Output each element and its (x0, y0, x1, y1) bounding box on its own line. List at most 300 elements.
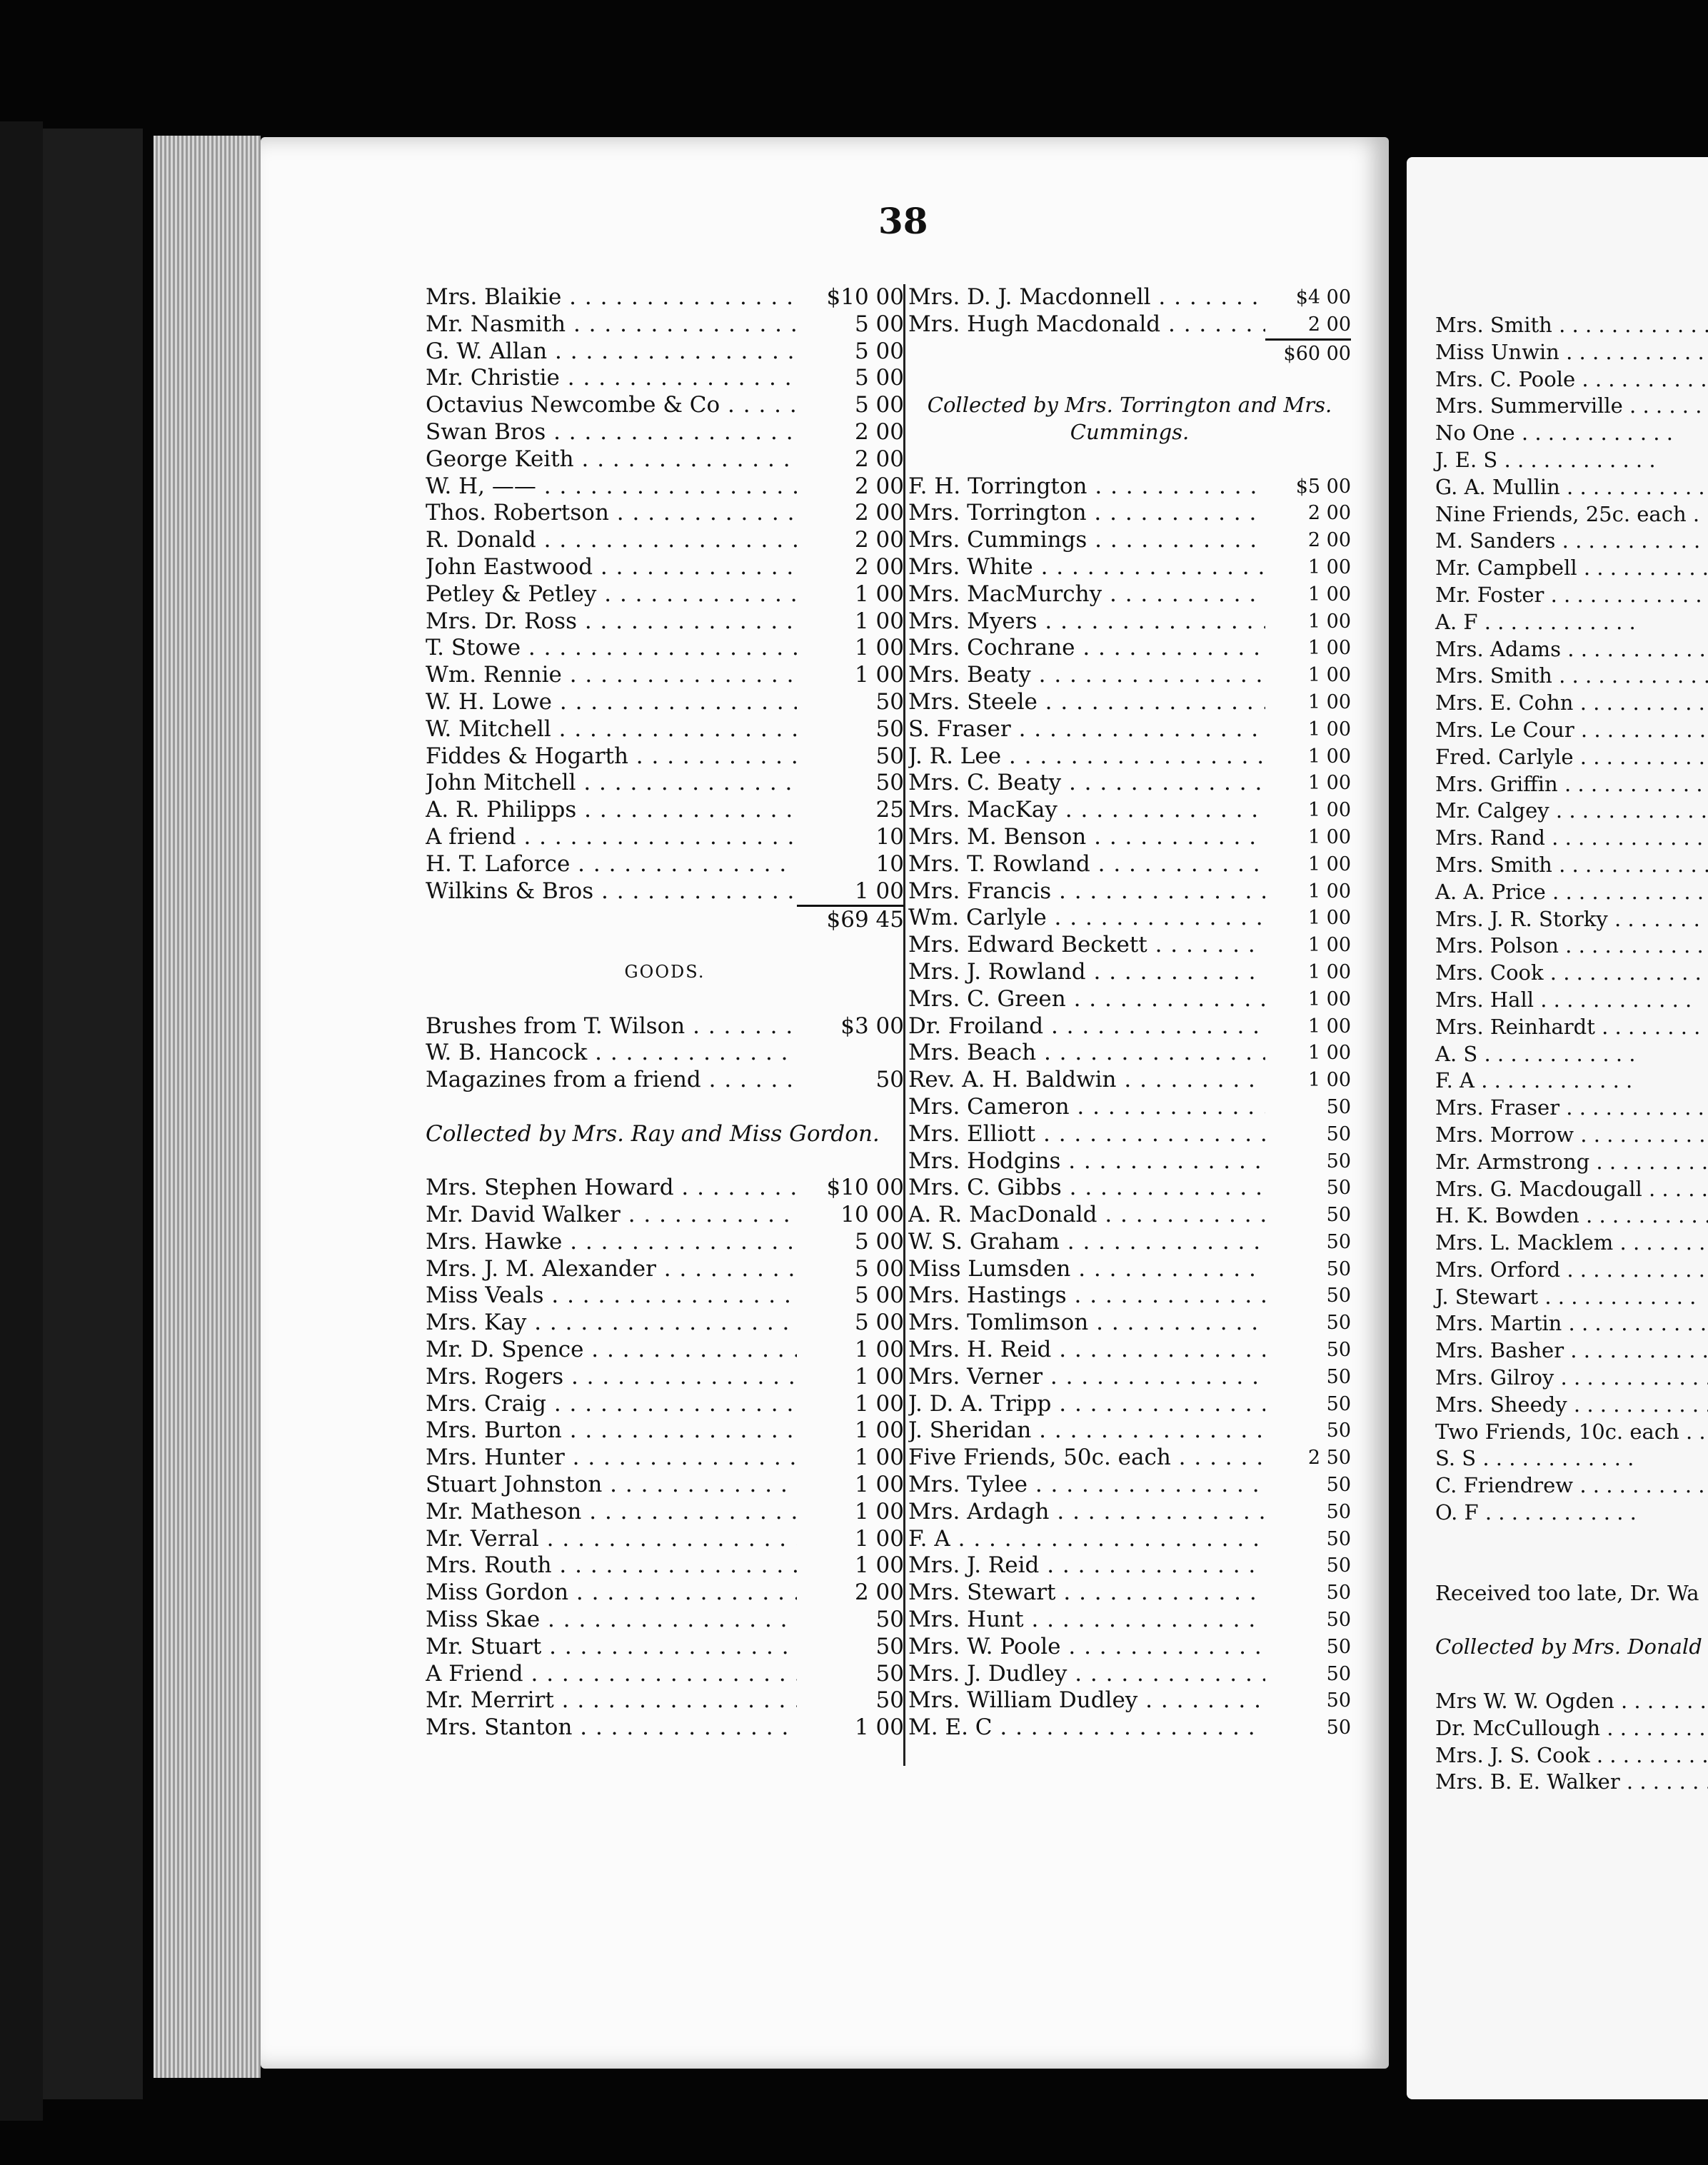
donor-row (908, 581, 1351, 608)
donor-row (908, 1175, 1351, 1202)
donor-row (426, 527, 904, 554)
donor-name: Mrs. Orford . . . (1435, 1257, 1708, 1284)
donor-amount: 1 00 (1307, 690, 1351, 713)
donor-name: Wm. Carlyle . . . (908, 905, 1265, 932)
donor-amount: 1 00 (854, 1390, 904, 1417)
left-total: $69 45 (797, 905, 904, 932)
donor-name: Mrs. Torrington . . . (908, 500, 1265, 527)
spacer (426, 986, 904, 1013)
donor-name: No One . . . (1435, 420, 1708, 447)
donor-row (426, 1391, 904, 1418)
donor-amount: 5 00 (854, 1310, 904, 1336)
donor-row (908, 716, 1351, 743)
donor-name: J. Stewart . . . (1435, 1284, 1708, 1311)
donor-row (908, 743, 1351, 770)
donor-name: Mrs. White . . . (908, 554, 1265, 581)
donor-name: Mrs. B. E. Walker . . . (1435, 1769, 1708, 1796)
donor-name: Miss Skae . . . (426, 1607, 797, 1634)
donor-name: Mrs. Francis . . . (908, 878, 1265, 905)
donor-row (908, 878, 1351, 905)
donor-name: A. F . . . (1435, 609, 1708, 636)
donor-name: Mrs. Tylee . . . (908, 1472, 1265, 1499)
late-note: Received too late, Dr. Wa (1435, 1580, 1699, 1605)
donor-amount: 1 00 (854, 662, 904, 688)
donor-name: Stuart Johnston . . . (426, 1472, 797, 1499)
spacer (426, 932, 904, 959)
donor-amount: 1 00 (1307, 772, 1351, 795)
donor-row (908, 959, 1351, 986)
donor-row (426, 1256, 904, 1283)
donor-amount: 50 (875, 1660, 904, 1687)
donor-amount: $10 00 (826, 1175, 904, 1201)
donor-name: Mrs. Edward Beckett . . . (908, 932, 1265, 959)
donor-name: Mrs. T. Rowland . . . (908, 851, 1265, 878)
donor-amount: 10 (875, 823, 904, 850)
donor-row (426, 1499, 904, 1526)
donor-name: Mrs. Kay . . . (426, 1310, 797, 1337)
donor-row (908, 1364, 1351, 1391)
donor-name: Mrs. Tomlimson . . . (908, 1310, 1265, 1337)
donor-amount: 50 (1326, 1582, 1351, 1604)
donor-row (426, 1472, 904, 1499)
donor-row (426, 419, 904, 446)
donor-name: Mrs. MacKay . . . (908, 797, 1265, 824)
donor-amount: 1 00 (854, 1525, 904, 1552)
donor-name: Mrs. Myers . . . (908, 608, 1265, 636)
donor-row (908, 1256, 1351, 1283)
donor-amount: 50 (1326, 1257, 1351, 1280)
donor-amount: 5 00 (854, 1228, 904, 1255)
donor-row (908, 824, 1351, 851)
donor-name: Mrs. Basher . . . (1435, 1337, 1708, 1365)
donor-name: Fiddes & Hogarth . . . (426, 743, 797, 770)
donor-row (426, 689, 904, 716)
donor-amount: 2 00 (1307, 529, 1351, 552)
donor-row (908, 1202, 1351, 1229)
donor-name: Mr. David Walker . . . (426, 1202, 797, 1229)
donor-row (426, 446, 904, 473)
donor-name: A. R. MacDonald . . . (908, 1202, 1265, 1229)
donor-row (908, 1121, 1351, 1148)
donor-name: Mr. Armstrong . . . (1435, 1149, 1708, 1176)
donor-amount: 2 00 (854, 1579, 904, 1606)
donor-name: Mrs. Rogers . . . (426, 1364, 797, 1391)
donor-amount: 50 (1326, 1230, 1351, 1253)
middle-total-row (908, 338, 1351, 366)
donor-name: Petley & Petley . . . (426, 581, 797, 608)
donor-name: Mrs. Gilroy . . . (1435, 1365, 1708, 1392)
donor-name: Mrs. Cummings . . . (908, 527, 1265, 554)
donor-name: Mrs. Dr. Ross . . . (426, 608, 797, 636)
donor-name: Mrs. Hodgins . . . (908, 1148, 1265, 1175)
donor-name: R. Donald . . . (426, 527, 797, 554)
donor-name: Mrs. Smith . . . (1435, 852, 1708, 879)
donor-amount: 1 00 (854, 1552, 904, 1579)
donor-name: W. Mitchell . . . (426, 716, 797, 743)
donor-name: W. H. Lowe . . . (426, 689, 797, 716)
donor-amount: $5 00 (1295, 475, 1351, 498)
donor-row (426, 473, 904, 501)
donor-row (426, 1445, 904, 1472)
donor-name: Brushes from T. Wilson . . . (426, 1013, 797, 1040)
donor-row (426, 1634, 904, 1661)
donor-amount: 2 00 (1307, 313, 1351, 336)
donor-name: Mr. Verral . . . (426, 1526, 797, 1553)
donor-row (908, 1634, 1351, 1661)
donor-amount: 1 00 (1307, 880, 1351, 903)
donor-name: S. Fraser . . . (908, 716, 1265, 743)
page-edges (154, 136, 261, 2078)
donor-amount: 1 00 (1307, 637, 1351, 660)
donor-name: Mrs. W. Poole . . . (908, 1634, 1265, 1661)
donor-name: Mrs. C. Beaty . . . (908, 770, 1265, 797)
donor-name: Mr. Campbell . . . (1435, 555, 1708, 582)
donor-name: Mrs. J. Reid . . . (908, 1552, 1265, 1579)
donor-name: Fred. Carlyle . . . (1435, 744, 1708, 771)
donor-row (426, 1282, 904, 1310)
donor-row (426, 500, 904, 527)
donor-name: Five Friends, 50c. each . . . (908, 1445, 1265, 1472)
donor-amount: 50 (1326, 1150, 1351, 1172)
donor-amount: 50 (1326, 1662, 1351, 1685)
donor-row (426, 581, 904, 608)
donor-amount: 1 00 (854, 1337, 904, 1363)
donor-name: S. S . . . (1435, 1445, 1708, 1472)
donor-name: Mrs. Blaikie . . . (426, 284, 797, 311)
donor-row (426, 770, 904, 797)
donor-amount: 2 00 (854, 553, 904, 580)
goods-list (426, 1013, 904, 1094)
spacer (426, 1148, 904, 1175)
donor-name: Mrs. Hunter . . . (426, 1445, 797, 1472)
middle-donor-list (908, 284, 1351, 338)
donor-row (908, 1417, 1351, 1445)
donor-name: J. E. S . . . (1435, 447, 1708, 474)
donor-amount: 50 (1326, 1392, 1351, 1415)
donor-name: Mr. Matheson . . . (426, 1499, 797, 1526)
donor-row (908, 1607, 1351, 1634)
donor-row (908, 1445, 1351, 1472)
donor-amount: 1 00 (854, 581, 904, 607)
donor-name: Dr. Froiland . . . (908, 1013, 1265, 1040)
donor-name: Mrs. Martin . . . (1435, 1310, 1708, 1337)
donor-amount: 50 (1326, 1204, 1351, 1227)
donor-name: Magazines from a friend . . . (426, 1067, 797, 1094)
donor-amount: 2 00 (854, 473, 904, 499)
donor-row (908, 1148, 1351, 1175)
donor-row (908, 500, 1351, 527)
donor-name: H. T. Laforce . . . (426, 851, 797, 878)
book-cover-left (0, 121, 43, 2121)
donor-amount: 50 (1326, 1122, 1351, 1145)
donor-row (426, 1687, 904, 1714)
donor-name: O. F . . . (1435, 1500, 1708, 1527)
donor-name: Two Friends, 10c. each . . . (1435, 1419, 1708, 1446)
donor-name: Mrs. Polson . . . (1435, 933, 1708, 960)
donor-amount: 50 (1326, 1339, 1351, 1362)
donor-row (426, 716, 904, 743)
donor-name: Miss Veals . . . (426, 1282, 797, 1310)
donor-row (908, 905, 1351, 932)
donor-name: Mrs. C. Poole . . . (1435, 366, 1708, 393)
donor-row (908, 608, 1351, 636)
donor-row (908, 1094, 1351, 1121)
donor-name: Mrs. Hastings . . . (908, 1282, 1265, 1310)
donor-name: F. A . . . (908, 1526, 1265, 1553)
middle-total: $60 00 (1265, 338, 1351, 366)
donor-row (908, 1526, 1351, 1553)
donor-name: F. A . . . (1435, 1068, 1708, 1095)
donor-name: W. S. Graham . . . (908, 1229, 1265, 1256)
donor-name: Mrs. C. Gibbs . . . (908, 1175, 1265, 1202)
donor-name: F. H. Torrington . . . (908, 473, 1265, 501)
donor-amount: 1 00 (1307, 610, 1351, 633)
donor-name: Mrs. Steele . . . (908, 689, 1265, 716)
donor-amount: 5 00 (854, 1255, 904, 1282)
donor-row (426, 608, 904, 636)
donor-amount: 10 00 (840, 1202, 904, 1228)
donor-name: Dr. McCullough . . . (1435, 1715, 1708, 1742)
donor-name: Mr. Merrirt . . . (426, 1687, 797, 1714)
donor-name: Mr. Foster . . . (1435, 582, 1708, 609)
donor-amount: $4 00 (1295, 286, 1351, 308)
donor-row (426, 743, 904, 770)
donor-row (908, 1310, 1351, 1337)
donor-name: Mrs. C. Green . . . (908, 986, 1265, 1013)
donor-amount: 2 50 (1307, 1447, 1351, 1470)
donor-row (908, 1013, 1351, 1040)
donor-name: Mrs. Fraser . . . (1435, 1095, 1708, 1122)
donor-name: Mrs. Stewart . . . (908, 1579, 1265, 1607)
donor-name: Mrs. Hall . . . (1435, 987, 1708, 1014)
donor-name: Wilkins & Bros . . . (426, 878, 797, 905)
donor-name: Mrs. Burton . . . (426, 1417, 797, 1445)
donor-name: Mrs. Verner . . . (908, 1364, 1265, 1391)
donor-amount: 50 (875, 688, 904, 715)
donor-row (908, 770, 1351, 797)
donor-amount: 1 00 (854, 608, 904, 634)
donor-name: A friend . . . (426, 824, 797, 851)
donor-row (908, 527, 1351, 554)
donor-name: Octavius Newcombe & Co . . . (426, 392, 797, 419)
left-donor-list (426, 284, 904, 905)
donor-row (908, 1337, 1351, 1364)
donor-name: Mrs. Cameron . . . (908, 1094, 1265, 1121)
donor-amount: 1 00 (1307, 988, 1351, 1010)
donor-row (426, 554, 904, 581)
donor-amount: 50 (1326, 1177, 1351, 1200)
donor-name: M. Sanders . . . (1435, 528, 1708, 555)
donor-amount: 1 00 (1307, 556, 1351, 578)
spacer (908, 365, 1351, 392)
donor-row (908, 311, 1351, 338)
donor-row (426, 392, 904, 419)
donor-amount: 1 00 (854, 878, 904, 904)
donor-amount: $10 00 (826, 284, 904, 310)
donor-row (426, 1607, 904, 1634)
donor-name: Mrs. E. Cohn . . . (1435, 690, 1708, 717)
donor-name: Mr. D. Spence . . . (426, 1337, 797, 1364)
donor-row (426, 1552, 904, 1579)
donor-row (908, 1579, 1351, 1607)
donor-amount: 50 (875, 770, 904, 796)
donor-name: A. S . . . (1435, 1041, 1708, 1068)
donor-name: Mrs. J. M. Alexander . . . (426, 1256, 797, 1283)
donor-name: Mrs W. W. Ogden . . . (1435, 1688, 1708, 1715)
donor-row (908, 1552, 1351, 1579)
donor-name: Mrs. Stanton . . . (426, 1714, 797, 1742)
section-heading-torrington: Collected by Mrs. Torrington and Mrs. Cummings. (927, 393, 1332, 444)
donor-amount: 1 00 (854, 1417, 904, 1444)
left-total-row (426, 905, 904, 932)
donor-row (908, 635, 1351, 662)
donor-amount: 50 (875, 1067, 904, 1093)
middle-column (908, 284, 1351, 1742)
donor-amount: $3 00 (840, 1013, 904, 1039)
donor-name: A Friend . . . (426, 1661, 797, 1688)
donor-name: Mrs. J. Rowland . . . (908, 959, 1265, 986)
donor-row (908, 1282, 1351, 1310)
donor-amount: 10 (875, 850, 904, 877)
donor-name: Mrs. Hunt . . . (908, 1607, 1265, 1634)
donor-name: Rev. A. H. Baldwin . . . (908, 1067, 1265, 1094)
donor-amount: 50 (1326, 1474, 1351, 1497)
donor-name: Miss Unwin . . . (1435, 339, 1708, 366)
donor-amount: 1 00 (1307, 718, 1351, 740)
donor-name: J. Sheridan . . . (908, 1417, 1265, 1445)
donor-row (426, 1714, 904, 1742)
donor-name: Mrs. Summerville . . . (1435, 393, 1708, 420)
donor-row (426, 365, 904, 392)
donor-name: W. B. Hancock . . . (426, 1040, 797, 1067)
donor-amount (797, 1040, 904, 1067)
donor-row (426, 284, 904, 311)
donor-row (426, 1067, 904, 1094)
donor-row (426, 1661, 904, 1688)
donor-name: Mrs. Cook . . . (1435, 960, 1708, 987)
donor-name: Mrs. Le Cour . . . (1435, 717, 1708, 744)
donor-name: Mrs. MacMurchy . . . (908, 581, 1265, 608)
donor-row (426, 797, 904, 824)
spacer (426, 1094, 904, 1121)
donor-row (908, 662, 1351, 689)
donor-name: Mrs. J. R. Storky . . . (1435, 906, 1708, 933)
donor-amount: 50 (875, 1687, 904, 1714)
donor-row (908, 1067, 1351, 1094)
donor-name: George Keith . . . (426, 446, 797, 473)
donor-name: Miss Lumsden . . . (908, 1256, 1265, 1283)
donor-amount: 1 00 (854, 1714, 904, 1741)
donor-amount: 50 (875, 1633, 904, 1659)
donor-amount: 50 (1326, 1095, 1351, 1118)
section-heading-donald: Collected by Mrs. Donald (1435, 1634, 1702, 1659)
donor-amount: 1 00 (854, 1498, 904, 1524)
donor-name: Mrs. Reinhardt . . . (1435, 1014, 1708, 1041)
donor-name: Mrs. Morrow . . . (1435, 1122, 1708, 1149)
ray-gordon-donor-list (426, 1175, 904, 1742)
donor-row (908, 1229, 1351, 1256)
donor-amount: 1 00 (1307, 1015, 1351, 1038)
donor-amount: 1 00 (1307, 907, 1351, 930)
donor-name: Mrs. Craig . . . (426, 1391, 797, 1418)
donor-amount: 2 00 (1307, 502, 1351, 525)
donor-row (908, 689, 1351, 716)
donor-name: G. W. Allan . . . (426, 338, 797, 366)
donor-row (908, 284, 1351, 311)
donor-row (908, 1714, 1351, 1742)
donor-row (426, 1579, 904, 1607)
section-heading-ray-gordon: Collected by Mrs. Ray and Miss Gordon. (426, 1120, 880, 1147)
donor-name: Swan Bros . . . (426, 419, 797, 446)
donor-row (908, 1391, 1351, 1418)
donor-name: Thos. Robertson . . . (426, 500, 797, 527)
donor-row (426, 1526, 904, 1553)
donor-row (426, 1417, 904, 1445)
donor-row (908, 986, 1351, 1013)
donor-name: T. Stowe . . . (426, 635, 797, 662)
spacer (908, 446, 1351, 473)
donor-amount: 50 (875, 743, 904, 769)
donor-name: Mrs. Cochrane . . . (908, 635, 1265, 662)
left-column (426, 284, 904, 1742)
right-page-column (1435, 312, 1708, 1796)
donor-amount: 1 00 (1307, 825, 1351, 848)
donor-amount: 50 (1326, 1554, 1351, 1577)
donor-amount: 50 (1326, 1285, 1351, 1307)
donor-amount: 2 00 (854, 446, 904, 472)
donor-name: W. H, —— . . . (426, 473, 797, 501)
donor-row (426, 1310, 904, 1337)
donor-row (908, 932, 1351, 959)
donor-name: John Eastwood . . . (426, 554, 797, 581)
donor-amount: 1 00 (854, 1472, 904, 1498)
donor-name: Mrs. Stephen Howard . . . (426, 1175, 797, 1202)
donor-amount: 50 (1326, 1609, 1351, 1632)
donor-row (908, 473, 1351, 501)
donor-row (426, 311, 904, 338)
donor-name: Mrs. Adams . . . (1435, 636, 1708, 663)
donor-amount: 5 00 (854, 365, 904, 391)
donor-amount: 1 00 (854, 1363, 904, 1390)
donor-name: Mrs. Sheedy . . . (1435, 1392, 1708, 1419)
book-spine (43, 129, 143, 2099)
donor-name: Mrs. G. Macdougall . . . (1435, 1176, 1708, 1203)
torrington-donor-list (908, 473, 1351, 1742)
donor-amount: 5 00 (854, 311, 904, 337)
goods-heading: GOODS. (624, 961, 705, 982)
donor-amount: 50 (1326, 1365, 1351, 1388)
donor-amount: 50 (1326, 1527, 1351, 1550)
donor-name: Mrs. Smith . . . (1435, 663, 1708, 690)
donor-name: M. E. C . . . (908, 1714, 1265, 1742)
donor-row (908, 1040, 1351, 1067)
donor-name: Nine Friends, 25c. each . . . (1435, 501, 1708, 528)
donor-name: Mrs. Rand . . . (1435, 825, 1708, 852)
donor-row (908, 1472, 1351, 1499)
donor-name: Mrs. Elliott . . . (908, 1121, 1265, 1148)
donor-amount: 5 00 (854, 338, 904, 364)
donor-name: Mrs. H. Reid . . . (908, 1337, 1265, 1364)
donor-amount: 1 00 (1307, 960, 1351, 983)
donor-amount: 50 (1326, 1717, 1351, 1739)
donor-amount: 1 00 (1307, 1042, 1351, 1065)
donor-amount: 1 00 (1307, 934, 1351, 957)
donor-amount: 1 00 (1307, 799, 1351, 822)
donor-name: Mrs. Hugh Macdonald . . . (908, 311, 1265, 338)
donor-name: Mrs. Beach . . . (908, 1040, 1265, 1067)
right-donor-list (1435, 312, 1708, 1527)
donor-row (426, 635, 904, 662)
